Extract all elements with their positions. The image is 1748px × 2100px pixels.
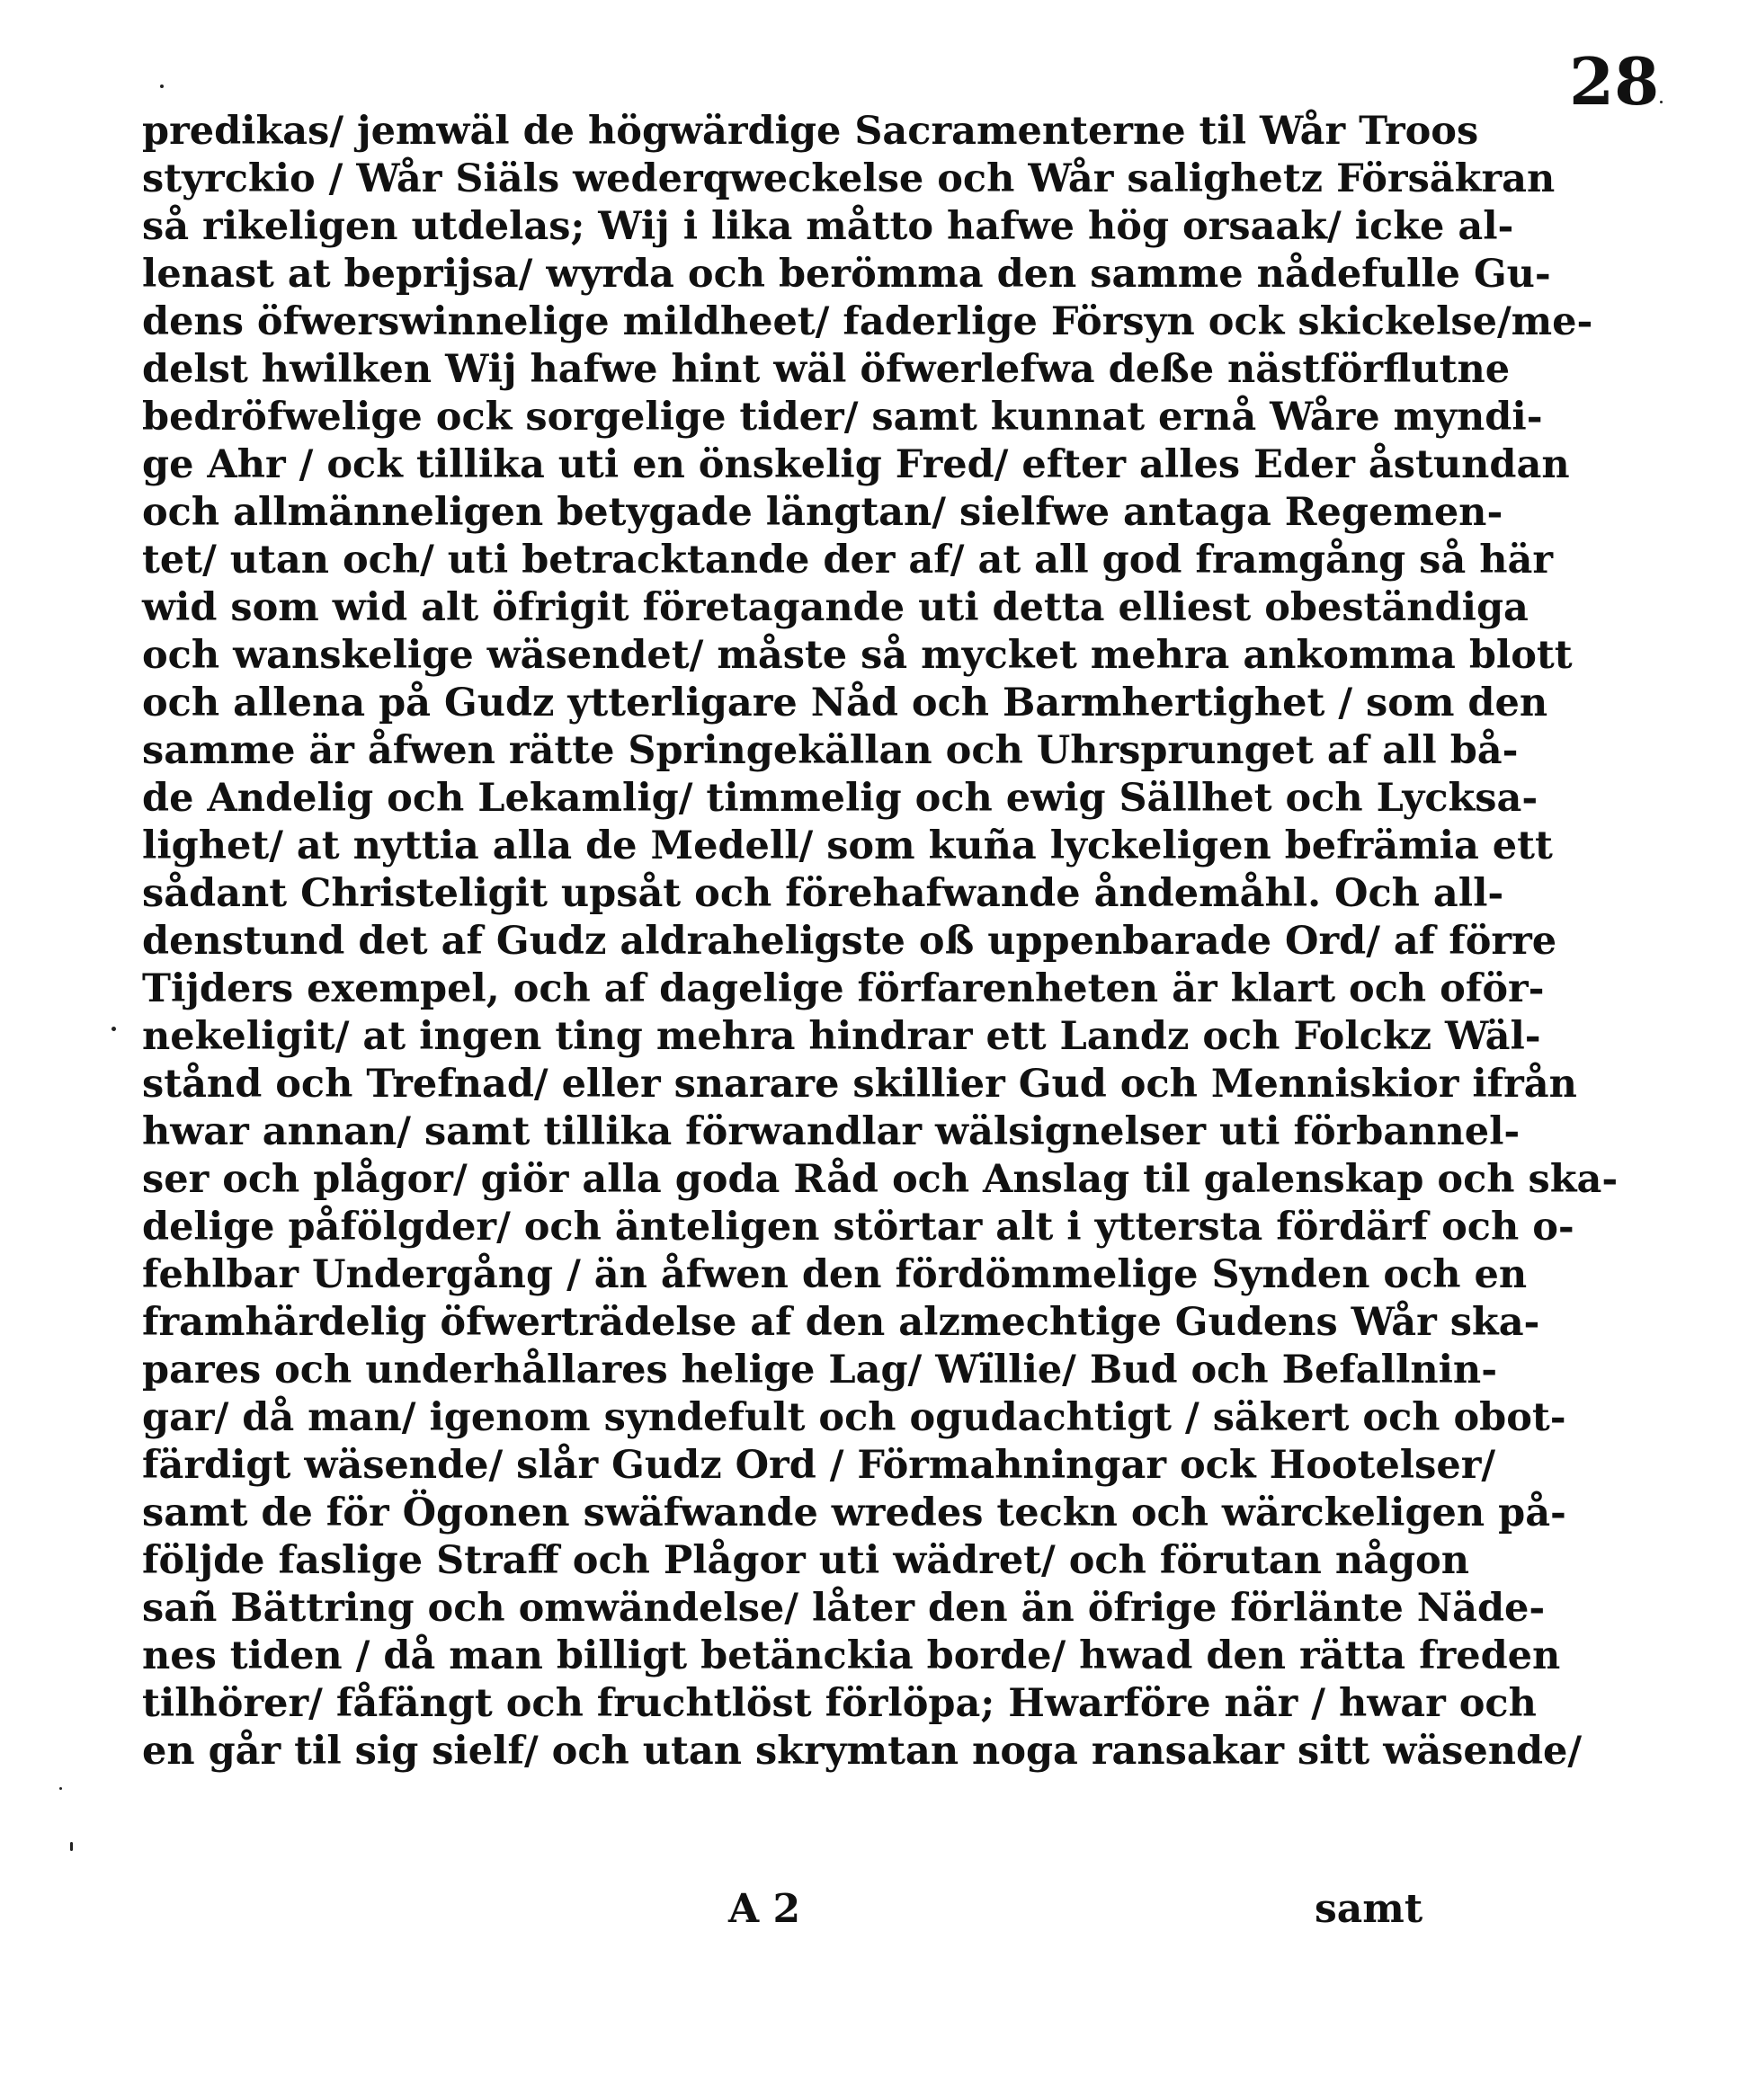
text-line: denstund det af Gudz aldraheligste oß uppenbarade Ord/ af förre	[142, 919, 1557, 964]
text-line: lighet/ at nyttia alla de Medell/ som kuña lyckeligen befrämia ett	[142, 823, 1553, 868]
ink-speck	[111, 1027, 116, 1031]
text-line: nes tiden / då man billigt betänckia borde/ hwad den rätta freden	[142, 1633, 1561, 1678]
text-line: delige påfölgder/ och änteligen störtar alt i yttersta fördärf och o-	[142, 1205, 1574, 1250]
text-line: sañ Bättring och omwändelse/ låter den än öfrige förlänte Näde-	[142, 1586, 1546, 1631]
text-line: så rikeligen utdelas; Wij i lika måtto hafwe hög orsaak/ icke al-	[142, 204, 1514, 249]
text-line: färdigt wäsende/ slår Gudz Ord / Förmahningar ock Hootelser/	[142, 1443, 1496, 1488]
body-text	[142, 108, 1619, 1775]
text-line: ge Ahr / ock tillika uti en önskelig Fred/ efter alles Eder åstundan	[142, 442, 1570, 487]
text-line: de Andelig och Lekamlig/ timmelig och ewig Sällhet och Lycksa-	[142, 776, 1538, 821]
text-line: predikas/ jemwäl de högwärdige Sacramenterne til Wår Troos	[142, 109, 1479, 154]
text-line: och allmänneligen betygade längtan/ sielfwe antaga Regemen-	[142, 490, 1503, 535]
text-line: och wanskelige wäsendet/ måste så mycket mehra ankomma blott	[142, 633, 1573, 678]
text-line: nekeligit/ at ingen ting mehra hindrar ett Landz och Folckz Wäl-	[142, 1014, 1541, 1059]
text-line: stånd och Trefnad/ eller snarare skillier Gud och Menniskior ifrån	[142, 1062, 1577, 1107]
text-line: framhärdelig öfwerträdelse af den alzmechtige Gudens Wår ska-	[142, 1300, 1540, 1345]
text-line: samme är åfwen rätte Springekällan och Uhrsprunget af all bå-	[142, 728, 1519, 773]
text-line: ser och plågor/ giör alla goda Råd och Anslag til galenskap och ska-	[142, 1157, 1619, 1202]
text-line: samt de för Ögonen swäfwande wredes teckn och wärckeligen på-	[142, 1490, 1566, 1535]
text-line: en går til sig sielf/ och utan skrymtan noga ransakar sitt wäsende/	[142, 1729, 1583, 1774]
text-line: följde faslige Straff och Plågor uti wädret/ och förutan någon	[142, 1538, 1470, 1583]
text-line: lenast at beprijsa/ wyrda och berömma den samme nådefulle Gu-	[142, 252, 1551, 297]
text-line: dens öfwerswinnelige mildheet/ faderlige Försyn ock skickelse/me-	[142, 299, 1593, 344]
ink-speck	[160, 85, 164, 88]
text-line: och allena på Gudz ytterligare Nåd och Barmhertighet / som den	[142, 681, 1548, 725]
ink-speck	[1660, 101, 1663, 103]
text-line: bedröfwelige ock sorgelige tider/ samt kunnat ernå Wåre myndi-	[142, 395, 1543, 440]
text-line: tet/ utan och/ uti betracktande der af/ at all god framgång så här	[142, 538, 1553, 583]
text-line: sådant Christeligit upsåt och förehafwande åndemåhl. Och all-	[142, 871, 1504, 916]
text-line: fehlbar Undergång / än åfwen den fördömmelige Synden och en	[142, 1252, 1528, 1297]
catchword: samt	[1315, 1886, 1423, 1932]
text-line: tilhörer/ fåfängt och fruchtlöst förlöpa; Hwarföre när / hwar och	[142, 1681, 1537, 1726]
page-number: 28	[1569, 43, 1660, 120]
signature-mark: A 2	[728, 1886, 801, 1932]
text-line: wid som wid alt öfrigit företagande uti detta elliest obeständiga	[142, 585, 1529, 630]
text-line: Tijders exempel, och af dagelige förfarenheten är klart och oför-	[142, 966, 1545, 1011]
text-line: pares och underhållares helige Lag/ Wïllie/ Bud och Befallnin-	[142, 1348, 1498, 1393]
ink-speck	[70, 1842, 73, 1851]
text-line: styrckio / Wår Siäls wederqweckelse och Wår salighetz Försäkran	[142, 156, 1556, 201]
text-line: gar/ då man/ igenom syndefult och ogudachtigt / säkert och obot-	[142, 1395, 1566, 1440]
text-line: delst hwilken Wij hafwe hint wäl öfwerlefwa deße nästförflutne	[142, 347, 1511, 392]
ink-speck	[59, 1787, 62, 1790]
text-line: hwar annan/ samt tillika förwandlar wälsignelser uti förbannel-	[142, 1109, 1521, 1154]
